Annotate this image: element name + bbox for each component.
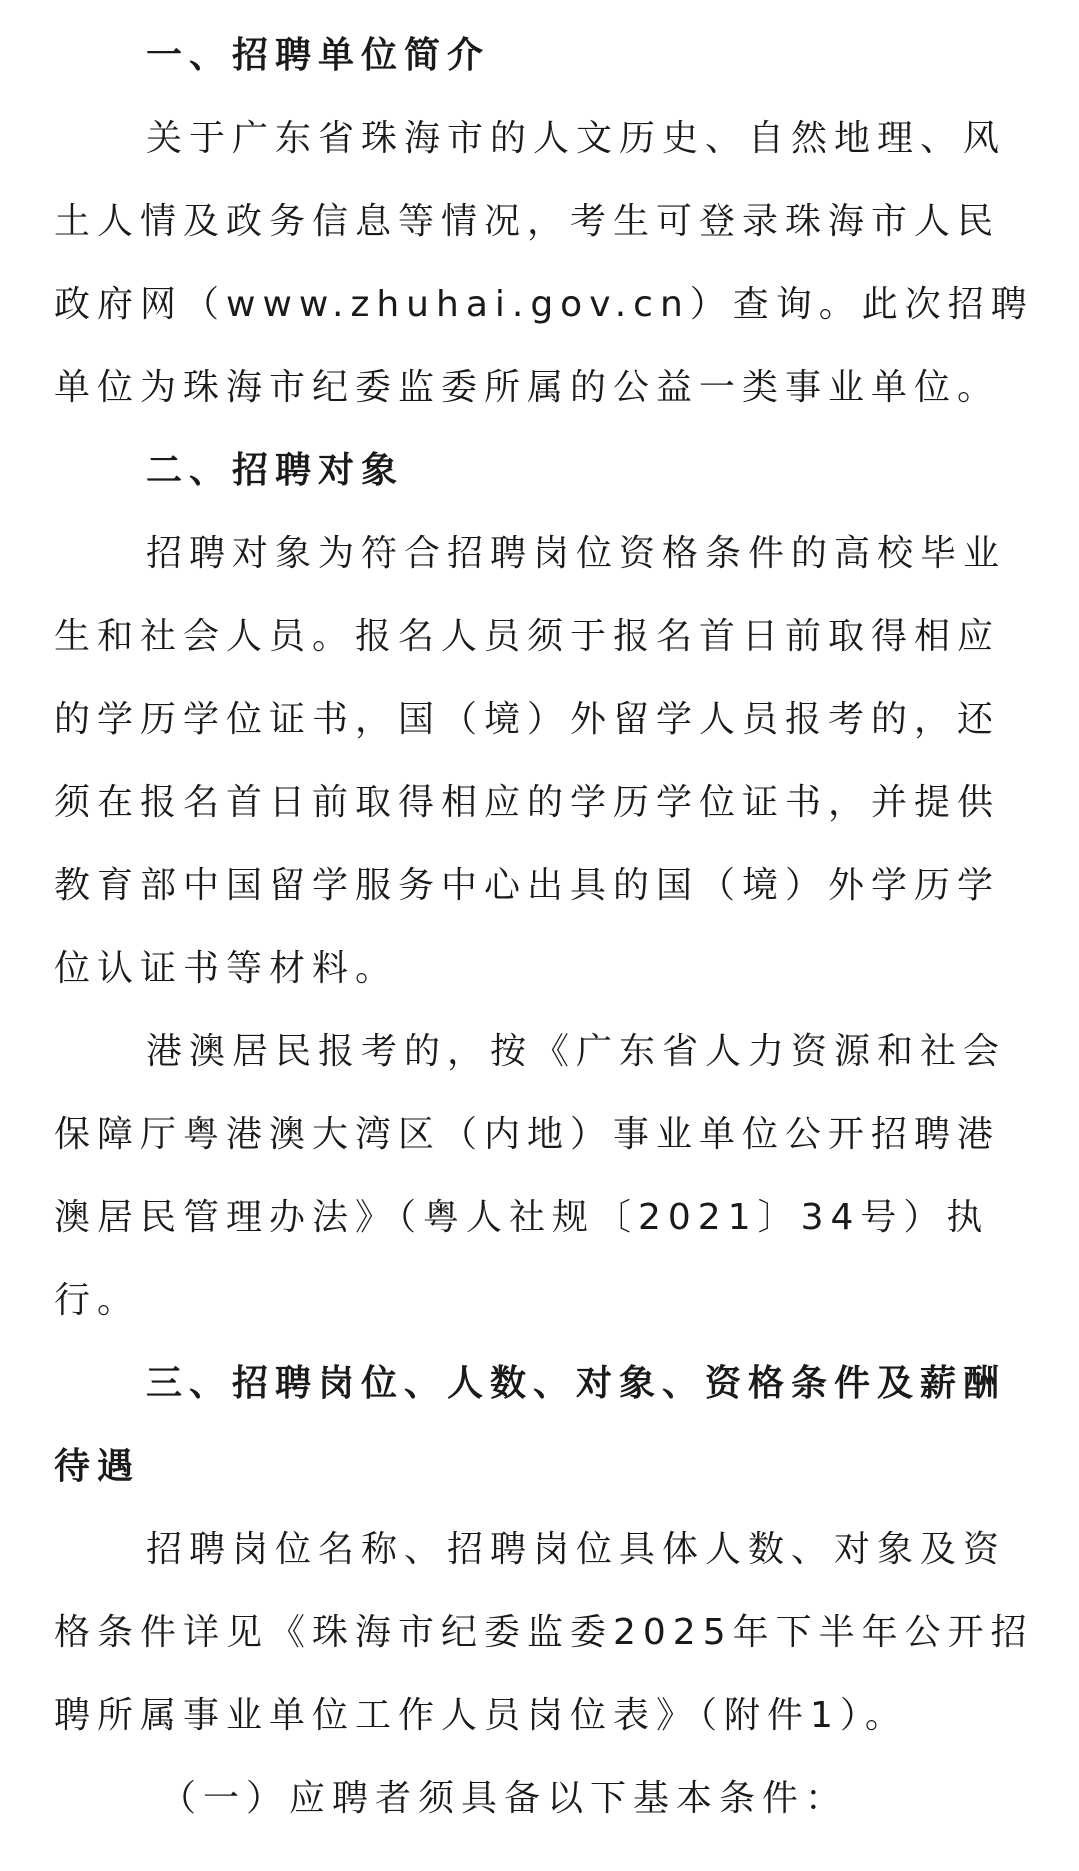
paragraph-line: 教育部中国留学服务中心出具的国（境）外学历学 <box>54 865 1001 906</box>
paragraph-line: 位认证书等材料。 <box>54 948 399 989</box>
paragraph-line: 政府网（www.zhuhai.gov.cn）查询。此次招聘 <box>54 284 1034 325</box>
section-heading-3: 三、招聘岗位、人数、对象、资格条件及薪酬 <box>146 1363 1007 1404</box>
paragraph-line: 须在报名首日前取得相应的学历学位证书，并提供 <box>54 782 1001 823</box>
paragraph-line: 澳居民管理办法》（粤人社规〔2021〕34号）执 <box>54 1197 990 1238</box>
paragraph-line: 土人情及政务信息等情况，考生可登录珠海市人民 <box>54 201 1001 242</box>
paragraph-line: 港澳居民报考的，按《广东省人力资源和社会 <box>146 1031 1007 1072</box>
paragraph-line: 招聘岗位名称、招聘岗位具体人数、对象及资 <box>146 1529 1007 1570</box>
paragraph-line: 格条件详见《珠海市纪委监委2025年下半年公开招 <box>54 1612 1034 1653</box>
section-heading-2: 二、招聘对象 <box>146 450 405 491</box>
paragraph-line: 招聘对象为符合招聘岗位资格条件的高校毕业 <box>146 533 1007 574</box>
subsection-heading: （一）应聘者须具备以下基本条件： <box>160 1778 849 1819</box>
paragraph-line: 聘所属事业单位工作人员岗位表》（附件1）。 <box>54 1695 908 1736</box>
paragraph-line: 的学历学位证书，国（境）外留学人员报考的，还 <box>54 699 1001 740</box>
paragraph-line: 保障厅粤港澳大湾区（内地）事业单位公开招聘港 <box>54 1114 1001 1155</box>
paragraph-line: 单位为珠海市纪委监委所属的公益一类事业单位。 <box>54 367 1001 408</box>
section-heading-1: 一、招聘单位简介 <box>146 35 491 76</box>
paragraph-line: 行。 <box>54 1280 141 1321</box>
paragraph-line: 生和社会人员。报名人员须于报名首日前取得相应 <box>54 616 1001 657</box>
paragraph-line: 关于广东省珠海市的人文历史、自然地理、风 <box>146 118 1007 159</box>
section-heading-3-continued: 待遇 <box>54 1446 141 1487</box>
